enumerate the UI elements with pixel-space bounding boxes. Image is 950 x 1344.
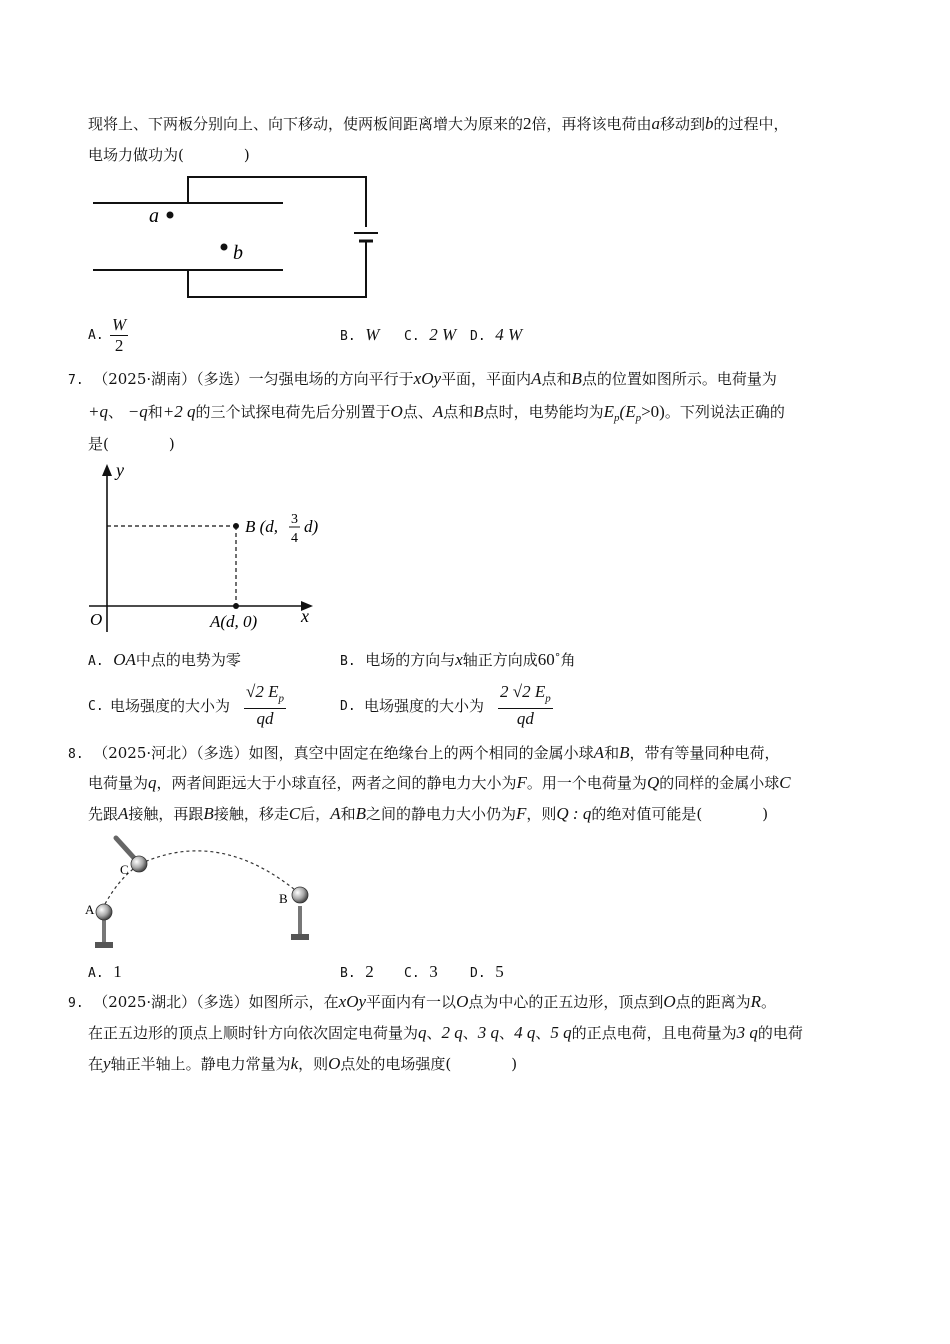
q7-option-b[interactable]: B. 电场的方向与x轴正方向成60˚角 [340,650,576,669]
q6-option-b[interactable]: B. W [340,325,380,344]
q6-stem-line2: 电场力做功为( ) [88,146,250,164]
q6-stem-line1: 现将上、下两板分别向上、向下移动，使两板间距离增大为原来的2倍，再将该电荷由a移动到b的过程中， [88,114,789,133]
q7-line3: 是( ) [88,435,175,453]
q6-option-a-label[interactable]: A. [88,328,104,343]
sphere-a [96,904,112,920]
q8-option-d[interactable]: D. 5 [470,962,504,981]
handle-c [116,838,135,859]
point-a-label: a [149,205,159,227]
q8-line3: 先跟A接触，再跟B接触，移走C后，A和B之间的静电力大小仍为F，则Q : q的绝对值可能是( ) [88,804,769,823]
q7-option-d-fraction: $\frac{2 √2 E_p}{qd}$ [500,682,551,729]
q7-line1: 7. （2025·湖南）（多选）一匀强电场的方向平行于xOy平面，平面内A点和B点的位置如图所示。电荷量为 [68,369,777,388]
origin-label: O [90,610,103,629]
q9-line1: 9. （2025·湖北）（多选）如图所示，在xOy平面内有一以O点为中心的正五边形，顶点到O点的距离为R。 [68,992,777,1011]
q9-line2: 在正五边形的顶点上顺时针方向依次固定电荷量为q、2 q、3 q、4 q、5 q的正点电荷，且电荷量为3 q的电荷 [88,1023,803,1042]
q8-line2: 电荷量为q，两者间距远大于小球直径，两者之间的静电力大小为F。用一个电荷量为Q的同样的金属小球C [88,773,791,792]
y-axis-arrow [102,464,112,476]
point-b-frac-num: 3 [291,512,298,527]
q8-option-c[interactable]: C. 3 [404,962,438,981]
point-b-tail: d) [304,517,319,536]
q8-line1: 8. （2025·河北）（多选）如图，真空中固定在绝缘台上的两个相同的金属小球A和B，带有等量同种电荷， [68,743,780,762]
point-b-label: B (d, [245,517,279,536]
q7-option-a[interactable]: A. OA中点的电势为零 [88,650,241,669]
point-a-label: A(d, 0) [210,612,258,631]
point-b-frac-den: 4 [291,531,298,546]
q6-option-c[interactable]: C. 2 W [404,325,457,344]
q8-option-a[interactable]: A. 1 [88,962,122,981]
q7-option-c-fraction: $\frac{√2 E_p}{qd}$ [246,682,284,729]
point-a-dot [233,603,239,609]
sphere-c [131,856,147,872]
stand-b-post [298,906,302,934]
q8-metal-spheres-figure [80,832,320,952]
q9-line3: 在y轴正半轴上。静电力常量为k，则O点处的电场强度( ) [88,1054,518,1073]
q7-line2: +q、 −q和+2 q的三个试探电荷先后分别置于O点、A点和B点时，电势能均为$E_p(E_p>0)$。下列说法正确的 [88,402,785,424]
q7-coordinate-figure [85,460,335,635]
capacitor-figure [88,170,388,305]
q8-option-b[interactable]: B. 2 [340,962,374,981]
point-a-dot [167,212,174,219]
label-b: B [279,891,288,906]
stand-a-base [95,942,113,948]
q6-option-a-fraction[interactable]: $\frac{W}{2}$ [112,315,127,355]
label-a: A [85,902,95,917]
stand-b-base [291,934,309,940]
sphere-b [292,887,308,903]
label-c: C [120,862,129,877]
point-b-dot [221,244,228,251]
point-b-label: b [233,242,243,264]
y-axis-label: y [116,460,124,480]
q6-option-d[interactable]: D. 4 W [470,325,523,344]
x-axis-label: x [301,606,309,626]
point-b-dot [233,523,239,529]
